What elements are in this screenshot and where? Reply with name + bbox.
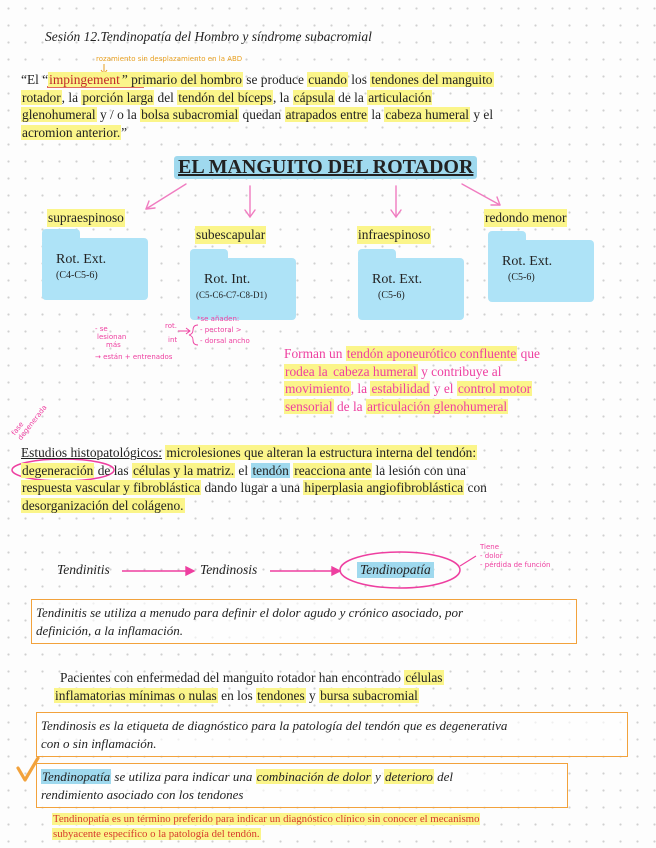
label-infraespinoso: infraespinoso (358, 227, 431, 242)
flow-tendinopatia: Tendinopatía (357, 562, 434, 578)
flow-tendinitis: Tendinitis (57, 562, 110, 577)
pacientes-paragraph: Pacientes con enfermedad del manguito rotador han encontrado células inflamatorias mínimas o nulas en los tendones y bursa subacromial (55, 670, 443, 703)
note-int: int (168, 336, 178, 344)
label-supraespinoso: supraespinoso (48, 210, 124, 225)
impingement-term: impingement (49, 72, 120, 87)
note-fase-degenerada: fase degenerada (10, 403, 49, 442)
note-rot: rot. (165, 322, 177, 330)
box-tendinosis: Tendinosis es la etiqueta de diagnóstico para la patología del tendón que es degenerativa con o sin inflamación. (36, 712, 628, 757)
folder-subescapular: Rot. Int. (C5-C6-C7-C8-D1) (190, 258, 296, 320)
annotation-top: rozamiento sin desplazamiento en la ABD (96, 55, 243, 63)
note-pectoral: - pectoral > (200, 326, 242, 334)
intro-quote: “El “impingement ” primario del hombro se produce cuando los tendones del manguito rotador, la porción larga del tendón del bíceps, la cápsula de la articulación glenohumeral y / o la bolsa subacromial quedan atrapados entre la cabeza humeral y el acromion anterior.” (21, 72, 494, 140)
note-dorsal: - dorsal ancho (200, 337, 250, 345)
flow-tendinosis: Tendinosis (200, 562, 258, 577)
note-tiene: Tiene (480, 543, 500, 551)
session-title: Sesión 12.Tendinopatía del Hombro y síndrome subacromial (45, 29, 372, 44)
folder-infraespinoso: Rot. Ext. (C5-6) (358, 258, 464, 320)
box-tendinopatia: Tendinopatía se utiliza para indicar una combinación de dolor y deterioro del rendimiento asociado con los tendones (36, 763, 568, 808)
note-se-anaden: *se añaden: (197, 315, 240, 323)
note-dolor: - dolor (480, 552, 503, 560)
label-redondo-menor: redondo menor (485, 210, 567, 225)
note-lesionan: lesionan (97, 333, 127, 341)
forman-paragraph: Forman un tendón aponeurótico confluente que rodea la cabeza humeral y contribuye al movimiento, la estabilidad y el control motor sensorial de la articulación glenohumeral (284, 346, 540, 414)
folder-supraespinoso: Rot. Ext. (C4-C5-6) (42, 238, 148, 300)
note-mas: más (106, 341, 121, 349)
note-se: - se (95, 325, 108, 333)
final-paragraph: Tendinopatía es un término preferido para indicar un diagnóstico clínico sin conocer el mecanismo subyacente específico o la patología del tendón. (53, 813, 480, 840)
box-tendinitis: Tendinitis se utiliza a menudo para definir el dolor agudo y crónico asociado, por definición, a la inflamación. (31, 599, 577, 644)
note-estan: → están + entrenados (95, 353, 173, 361)
label-subescapular: subescapular (196, 227, 266, 242)
heading-manguito: EL MANGUITO DEL ROTADOR (174, 156, 477, 179)
folder-redondo-menor: Rot. Ext. (C5-6) (488, 240, 594, 302)
note-perdida: - pérdida de función (480, 561, 551, 569)
estudios-paragraph: Estudios histopatológicos: microlesiones que alteran la estructura interna del tendón: degeneración de las células y la matriz. el tendón reacciona ante la lesión con una respuesta vascular y fibroblástica dando lugar a una hiperplasia angiofibroblástica con desorganización del colágeno. (21, 445, 487, 513)
